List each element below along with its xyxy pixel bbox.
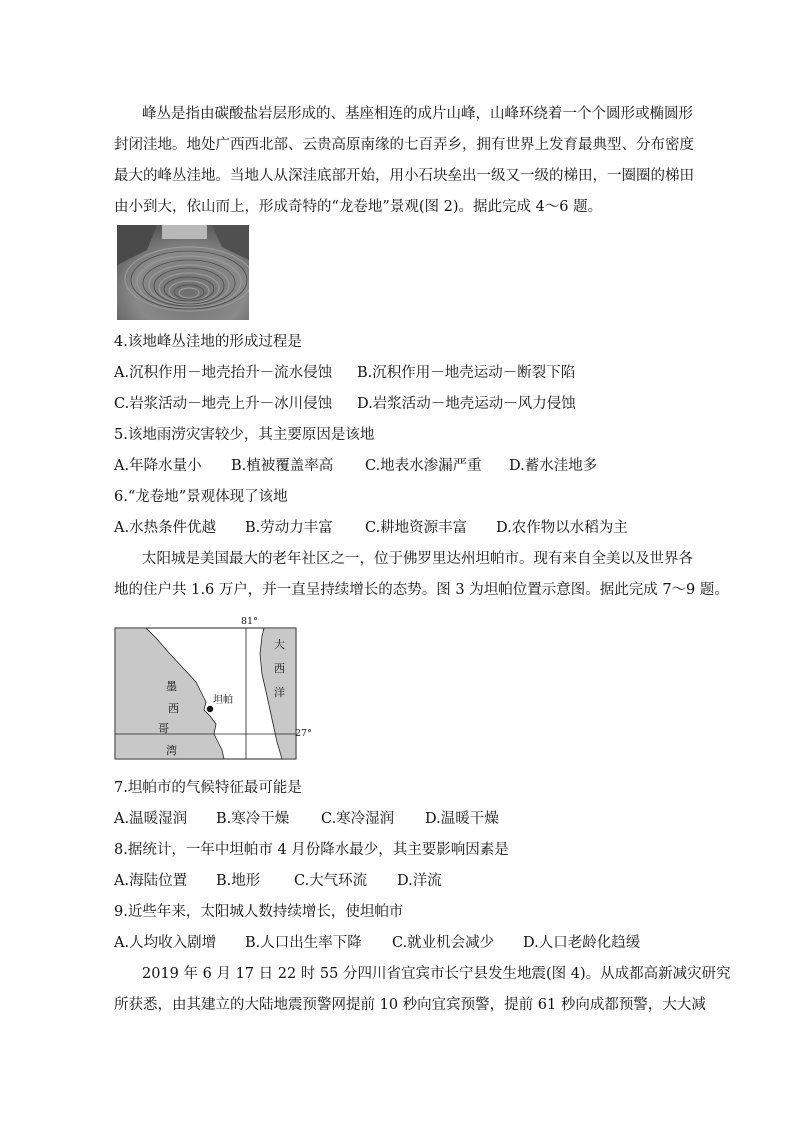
tampa-location-map	[114, 614, 312, 762]
q5-option-b[interactable]: B.植被覆盖率高	[231, 458, 334, 474]
latitude-label: 27°	[295, 728, 312, 739]
q4-option-b[interactable]: B.沉积作用－地壳运动－断裂下陷	[357, 365, 576, 381]
q5-option-d[interactable]: D.蓄水洼地多	[509, 458, 598, 474]
terraced-field-photo-image	[117, 225, 249, 320]
q5-stem: 5.该地雨涝灾害较少，其主要原因是该地	[114, 427, 375, 443]
q9-option-d[interactable]: D.人口老龄化趋缓	[523, 935, 641, 951]
q4-stem: 4.该地峰丛洼地的形成过程是	[114, 334, 302, 350]
gulf-label-1: 墨	[166, 680, 177, 693]
q4-option-c[interactable]: C.岩浆活动－地壳上升－冰川侵蚀	[114, 396, 333, 412]
ocean-label-2: 西	[274, 662, 285, 675]
tampa-city-dot	[207, 706, 213, 712]
passage2-line-1: 太阳城是美国最大的老年社区之一，位于佛罗里达州坦帕市。现有来自全美以及世界各	[142, 551, 693, 567]
q6-option-d[interactable]: D.农作物以水稻为主	[496, 520, 628, 536]
passage2-line-2: 地的住户共 1.6 万户，并一直呈持续增长的态势。图 3 为坦帕位置示意图。据此完成 7～9 题。	[114, 582, 729, 598]
q6-option-c[interactable]: C.耕地资源丰富	[365, 520, 468, 536]
gulf-label-4: 湾	[166, 744, 177, 757]
q8-option-a[interactable]: A.海陆位置	[114, 873, 188, 889]
passage3-line-1: 2019 年 6 月 17 日 22 时 55 分四川省宜宾市长宁县发生地震(图 4)。从成都高新减灾研究	[142, 966, 731, 982]
passage1-line-2: 封闭洼地。地处广西西北部、云贵高原南缘的七百弄乡，拥有世界上发育最典型、分布密度	[114, 137, 694, 153]
gulf-label-2: 西	[168, 702, 179, 715]
passage3-line-2: 所获悉，由其建立的大陆地震预警网提前 10 秒向宜宾预警，提前 61 秒向成都预警，大大减	[114, 997, 706, 1013]
q4-option-d[interactable]: D.岩浆活动－地壳运动－风力侵蚀	[357, 396, 576, 412]
q9-option-b[interactable]: B.人口出生率下降	[245, 935, 362, 951]
q7-option-c[interactable]: C.寒冷湿润	[321, 811, 395, 827]
q8-stem: 8.据统计，一年中坦帕市 4 月份降水最少，其主要影响因素是	[114, 842, 509, 858]
q9-option-c[interactable]: C.就业机会减少	[392, 935, 495, 951]
q9-stem: 9.近些年来，太阳城人数持续增长，使坦帕市	[114, 904, 404, 920]
q7-option-a[interactable]: A.温暖湿润	[114, 811, 188, 827]
gulf-label-3: 哥	[158, 722, 169, 735]
q6-option-a[interactable]: A.水热条件优越	[114, 520, 217, 536]
tampa-label: 坦帕	[213, 695, 233, 706]
q7-option-d[interactable]: D.温暖干燥	[425, 811, 499, 827]
q5-option-a[interactable]: A.年降水量小	[114, 458, 202, 474]
q8-option-c[interactable]: C.大气环流	[294, 873, 368, 889]
q5-option-c[interactable]: C.地表水渗漏严重	[365, 458, 482, 474]
q6-option-b[interactable]: B.劳动力丰富	[245, 520, 333, 536]
passage1-line-1: 峰丛是指由碳酸盐岩层形成的、基座相连的成片山峰，山峰环绕着一个个圆形或椭圆形	[142, 106, 693, 122]
q7-option-b[interactable]: B.寒冷干燥	[216, 811, 290, 827]
passage1-line-3: 最大的峰丛洼地。当地人从深洼底部开始，用小石块垒出一级又一级的梯田，一圈圈的梯田	[114, 168, 694, 184]
longitude-label: 81°	[241, 616, 258, 627]
q7-stem: 7.坦帕市的气候特征最可能是	[114, 780, 302, 796]
q6-stem: 6.“龙卷地”景观体现了该地	[114, 489, 288, 505]
terraced-field-photo	[117, 225, 249, 320]
q9-option-a[interactable]: A.人均收入剧增	[114, 935, 217, 951]
q8-option-d[interactable]: D.洋流	[397, 873, 442, 889]
q4-option-a[interactable]: A.沉积作用－地壳抬升－流水侵蚀	[114, 365, 333, 381]
ocean-label-1: 大	[274, 638, 285, 651]
passage1-line-4: 由小到大，依山而上，形成奇特的“龙卷地”景观(图 2)。据此完成 4～6 题。	[114, 199, 603, 215]
q8-option-b[interactable]: B.地形	[216, 873, 261, 889]
ocean-label-3: 洋	[274, 686, 285, 699]
